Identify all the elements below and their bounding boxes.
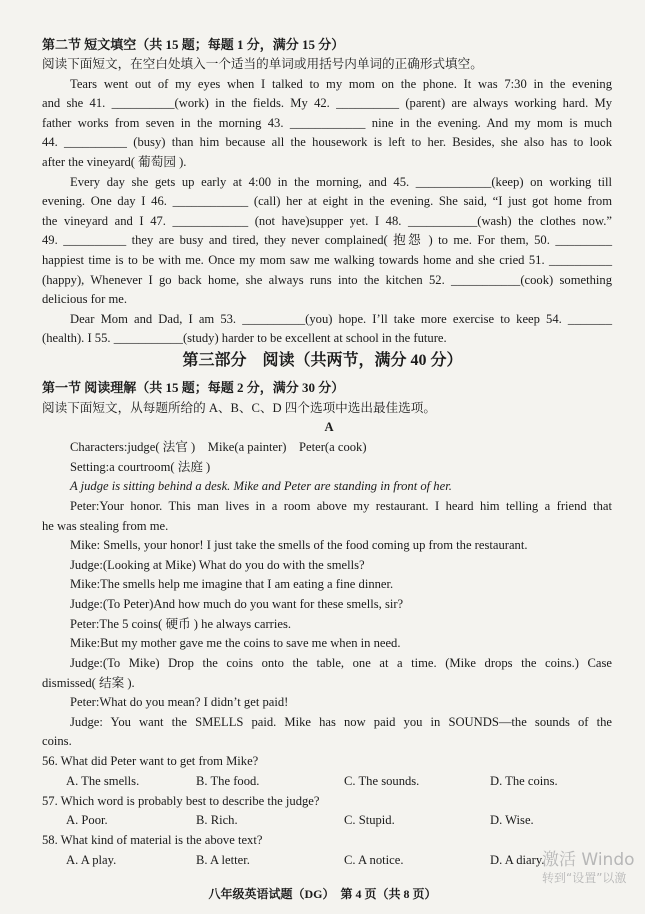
passage-line: evening. One day I 46. ____________ (call) her at eight in the evening. She said, “I just got home from [42,194,612,208]
option: D. A diary. [490,853,545,867]
play-setting: Setting:a courtroom( 法庭 ) [70,460,211,474]
stage-direction: A judge is sitting behind a desk. Mike and Peter are standing in front of her. [70,479,452,493]
option: A. A play. [66,853,117,867]
section2-instruction: 阅读下面短文，在空白处填入一个适当的单词或用括号内单词的正确形式填空。 [42,57,483,71]
play-characters: Characters:judge( 法官 ) Mike(a painter) Peter(a cook) [70,440,367,454]
passage-line: the vineyard and I 47. ____________ (not have)supper yet. I 48. ___________(wash) the clothes now.” [42,214,612,228]
section2-title: 第二节 短文填空（共 15 题；每题 1 分，满分 15 分） [42,37,345,52]
passage-line: Dear Mom and Dad, I am 53. __________(you) hope. I’ll take more exercise to keep 54. _______ [70,312,612,326]
part3-title: 第三部分 阅读（共两节，满分 40 分） [182,352,463,369]
page-footer: 八年级英语试题（DG） 第 4 页（共 8 页） [208,887,437,901]
option: B. Rich. [196,813,238,827]
play-line: Judge:(To Mike) Drop the coins onto the table, one at a time. (Mike drops the coins.) Case [70,656,612,670]
play-line: Mike: Smells, your honor! I just take the smells of the food coming up from the restaurant. [70,538,528,552]
option: B. A letter. [196,853,250,867]
play-line: coins. [42,734,72,748]
passage-line: 44. __________ (busy) than him because all the housework is left to her. Besides, she also has to look [42,135,612,149]
play-line: Peter:The 5 coins( 硬币 ) he always carries. [70,617,292,631]
option: D. Wise. [490,813,534,827]
activation-watermark-title: 激活 Windo [542,850,635,870]
option: B. The food. [196,774,260,788]
passage-line: and she 41. __________(work) in the fields. My 42. __________ (parent) are always working hard. My [42,96,612,110]
play-line: Judge:(Looking at Mike) What do you do with the smells? [70,558,365,572]
play-line: Judge: You want the SMELLS paid. Mike has now paid you in SOUNDS—the sounds of the [70,715,612,729]
play-line: he was stealing from me. [42,519,169,533]
question-stem: 57. Which word is probably best to describe the judge? [42,794,320,808]
play-line: Mike:The smells help me imagine that I am eating a fine dinner. [70,577,394,591]
passage-line: Tears went out of my eyes when I talked to my mom on the phone. It was 7:30 in the evening [70,77,612,91]
question-stem: 56. What did Peter want to get from Mike? [42,754,259,768]
passage-line: father works from seven in the morning 43. ____________ nine in the evening. And my mom is much [42,116,612,130]
play-line: dismissed( 结案 ). [42,676,135,690]
passage-label: A [324,420,334,434]
option: C. Stupid. [344,813,395,827]
activation-watermark-subtitle: 转到“设置”以激 [542,871,627,885]
passage-line: (health). I 55. ___________(study) harder to be excellent at school in the future. [42,331,447,345]
option: A. The smells. [66,774,140,788]
play-line: Mike:But my mother gave me the coins to save me when in need. [70,636,401,650]
question-stem: 58. What kind of material is the above text? [42,833,263,847]
option: D. The coins. [490,774,558,788]
play-line: Judge:(To Peter)And how much do you want for these smells, sir? [70,597,404,611]
passage-line: happiest time is to be with me. Once my mom saw me walking towards home and she cried 51. __________ [42,253,612,267]
play-line: Peter:What do you mean? I didn’t get paid! [70,695,289,709]
option: C. A notice. [344,853,404,867]
passage-line: 49. __________ they are busy and tired, they never complained( 抱怨 ) to me. For them, 50. _________ [42,233,612,247]
section1-title: 第一节 阅读理解（共 15 题；每题 2 分，满分 30 分） [42,380,345,395]
section1-instruction: 阅读下面短文，从每题所给的 A、B、C、D 四个选项中选出最佳选项。 [42,401,436,415]
passage-line: delicious for me. [42,292,127,306]
passage-line: Every day she gets up early at 4:00 in the morning, and 45. ____________(keep) on working till [70,175,612,189]
passage-line: after the vineyard( 葡萄园 ). [42,155,187,169]
option: C. The sounds. [344,774,420,788]
option: A. Poor. [66,813,108,827]
passage-line: (happy), Whenever I go back home, she always runs into the kitchen 52. ___________(cook) something [42,273,612,287]
play-line: Peter:Your honor. This man lives in a room above my restaurant. I heard him telling a friend that [70,499,612,513]
